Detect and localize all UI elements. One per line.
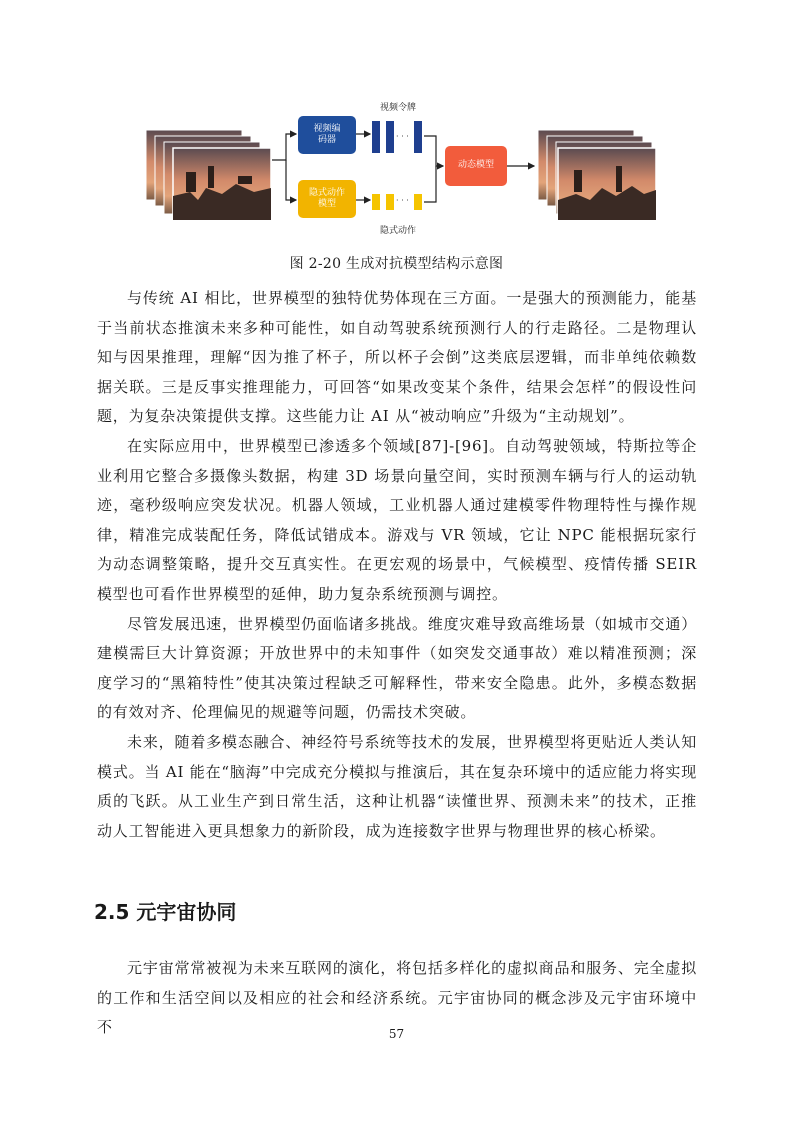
paragraph: 元宇宙常常被视为未来互联网的演化，将包括多样化的虚拟商品和服务、完全虚拟的工作和生活空间以及相应的社会和经济系统。元宇宙协同的概念涉及元宇宙环境中不 <box>97 959 697 1037</box>
input-frames <box>146 130 271 220</box>
paragraph: 尽管发展迅速，世界模型仍面临诸多挑战。维度灾难导致高维场景（如城市交通）建模需巨大计算资源；开放世界中的未知事件（如突发交通事故）难以精准预测；深度学习的“黑箱特性”使其决策过程缺乏可解释性，带来安全隐患。此外，多模态数据的有效对齐、伦理偏见的规避等问题，仍需技术突破。 <box>97 614 697 722</box>
paragraph: 与传统 AI 相比，世界模型的独特优势体现在三方面。一是强大的预测能力，能基于当前状态推演未来多种可能性，如自动驾驶系统预测行人的行走路径。二是物理认知与因果推理，理解“因为推了杯子，所以杯子会倒”这类底层逻辑，而非单纯依赖数据关联。三是反事实推理能力，可回答“如果改变某个条件，结果会怎样”的假设性问题，为复杂决策提供支撑。这些能力让 AI 从“被动响应”升级为“主动规划”。 <box>97 289 697 426</box>
paragraph: 未来，随着多模态融合、神经符号系统等技术的发展，世界模型将更贴近人类认知模式。当 AI 能在“脑海”中完成充分模拟与推演后，其在复杂环境中的适应能力将实现质的飞跃。从工业生产到日常生活，这种让机器“读懂世界、预测未来”的技术，正推动人工智能进入更具想象力的新阶段，成为连接数字世界与物理世界的核心桥梁。 <box>97 732 697 840</box>
output-frames <box>538 130 656 220</box>
latent-action-model-label: 隐式动作 模型 <box>308 188 345 209</box>
body-text <box>97 284 697 846</box>
dynamics-model-label: 动态模型 <box>457 160 494 170</box>
architecture-figure <box>146 96 656 238</box>
page-number: 57 <box>388 1027 405 1041</box>
video-tokens-label: 视频令牌 <box>380 103 417 113</box>
figure-diagram <box>146 96 656 238</box>
figure-caption: 图 2-20 生成对抗模型结构示意图 <box>289 256 504 272</box>
section-heading: 2.5 元宇宙协同 <box>94 900 237 924</box>
video-encoder-label: 视频编 码器 <box>313 124 341 145</box>
latent-actions-label: 隐式动作 <box>380 226 417 236</box>
paragraph: 在实际应用中，世界模型已渗透多个领域[87]-[96]。自动驾驶领域，特斯拉等企业利用它整合多摄像头数据，构建 3D 场景向量空间，实时预测车辆与行人的运动轨迹，毫秒级响应突发状况。机器人领域，工业机器人通过建模零件物理特性与操作规律，精准完成装配任务，降低试错成本。游戏与 VR 领域，它让 NPC 能根据玩家行为动态调整策略，提升交互真实性。在更宏观的场景中，气候模型、疫情传播 SEIR 模型也可看作世界模型的延伸，助力复杂系统预测与调控。 <box>97 436 697 603</box>
action-ellipsis: · · · <box>396 196 409 205</box>
token-ellipsis: · · · <box>396 132 409 141</box>
